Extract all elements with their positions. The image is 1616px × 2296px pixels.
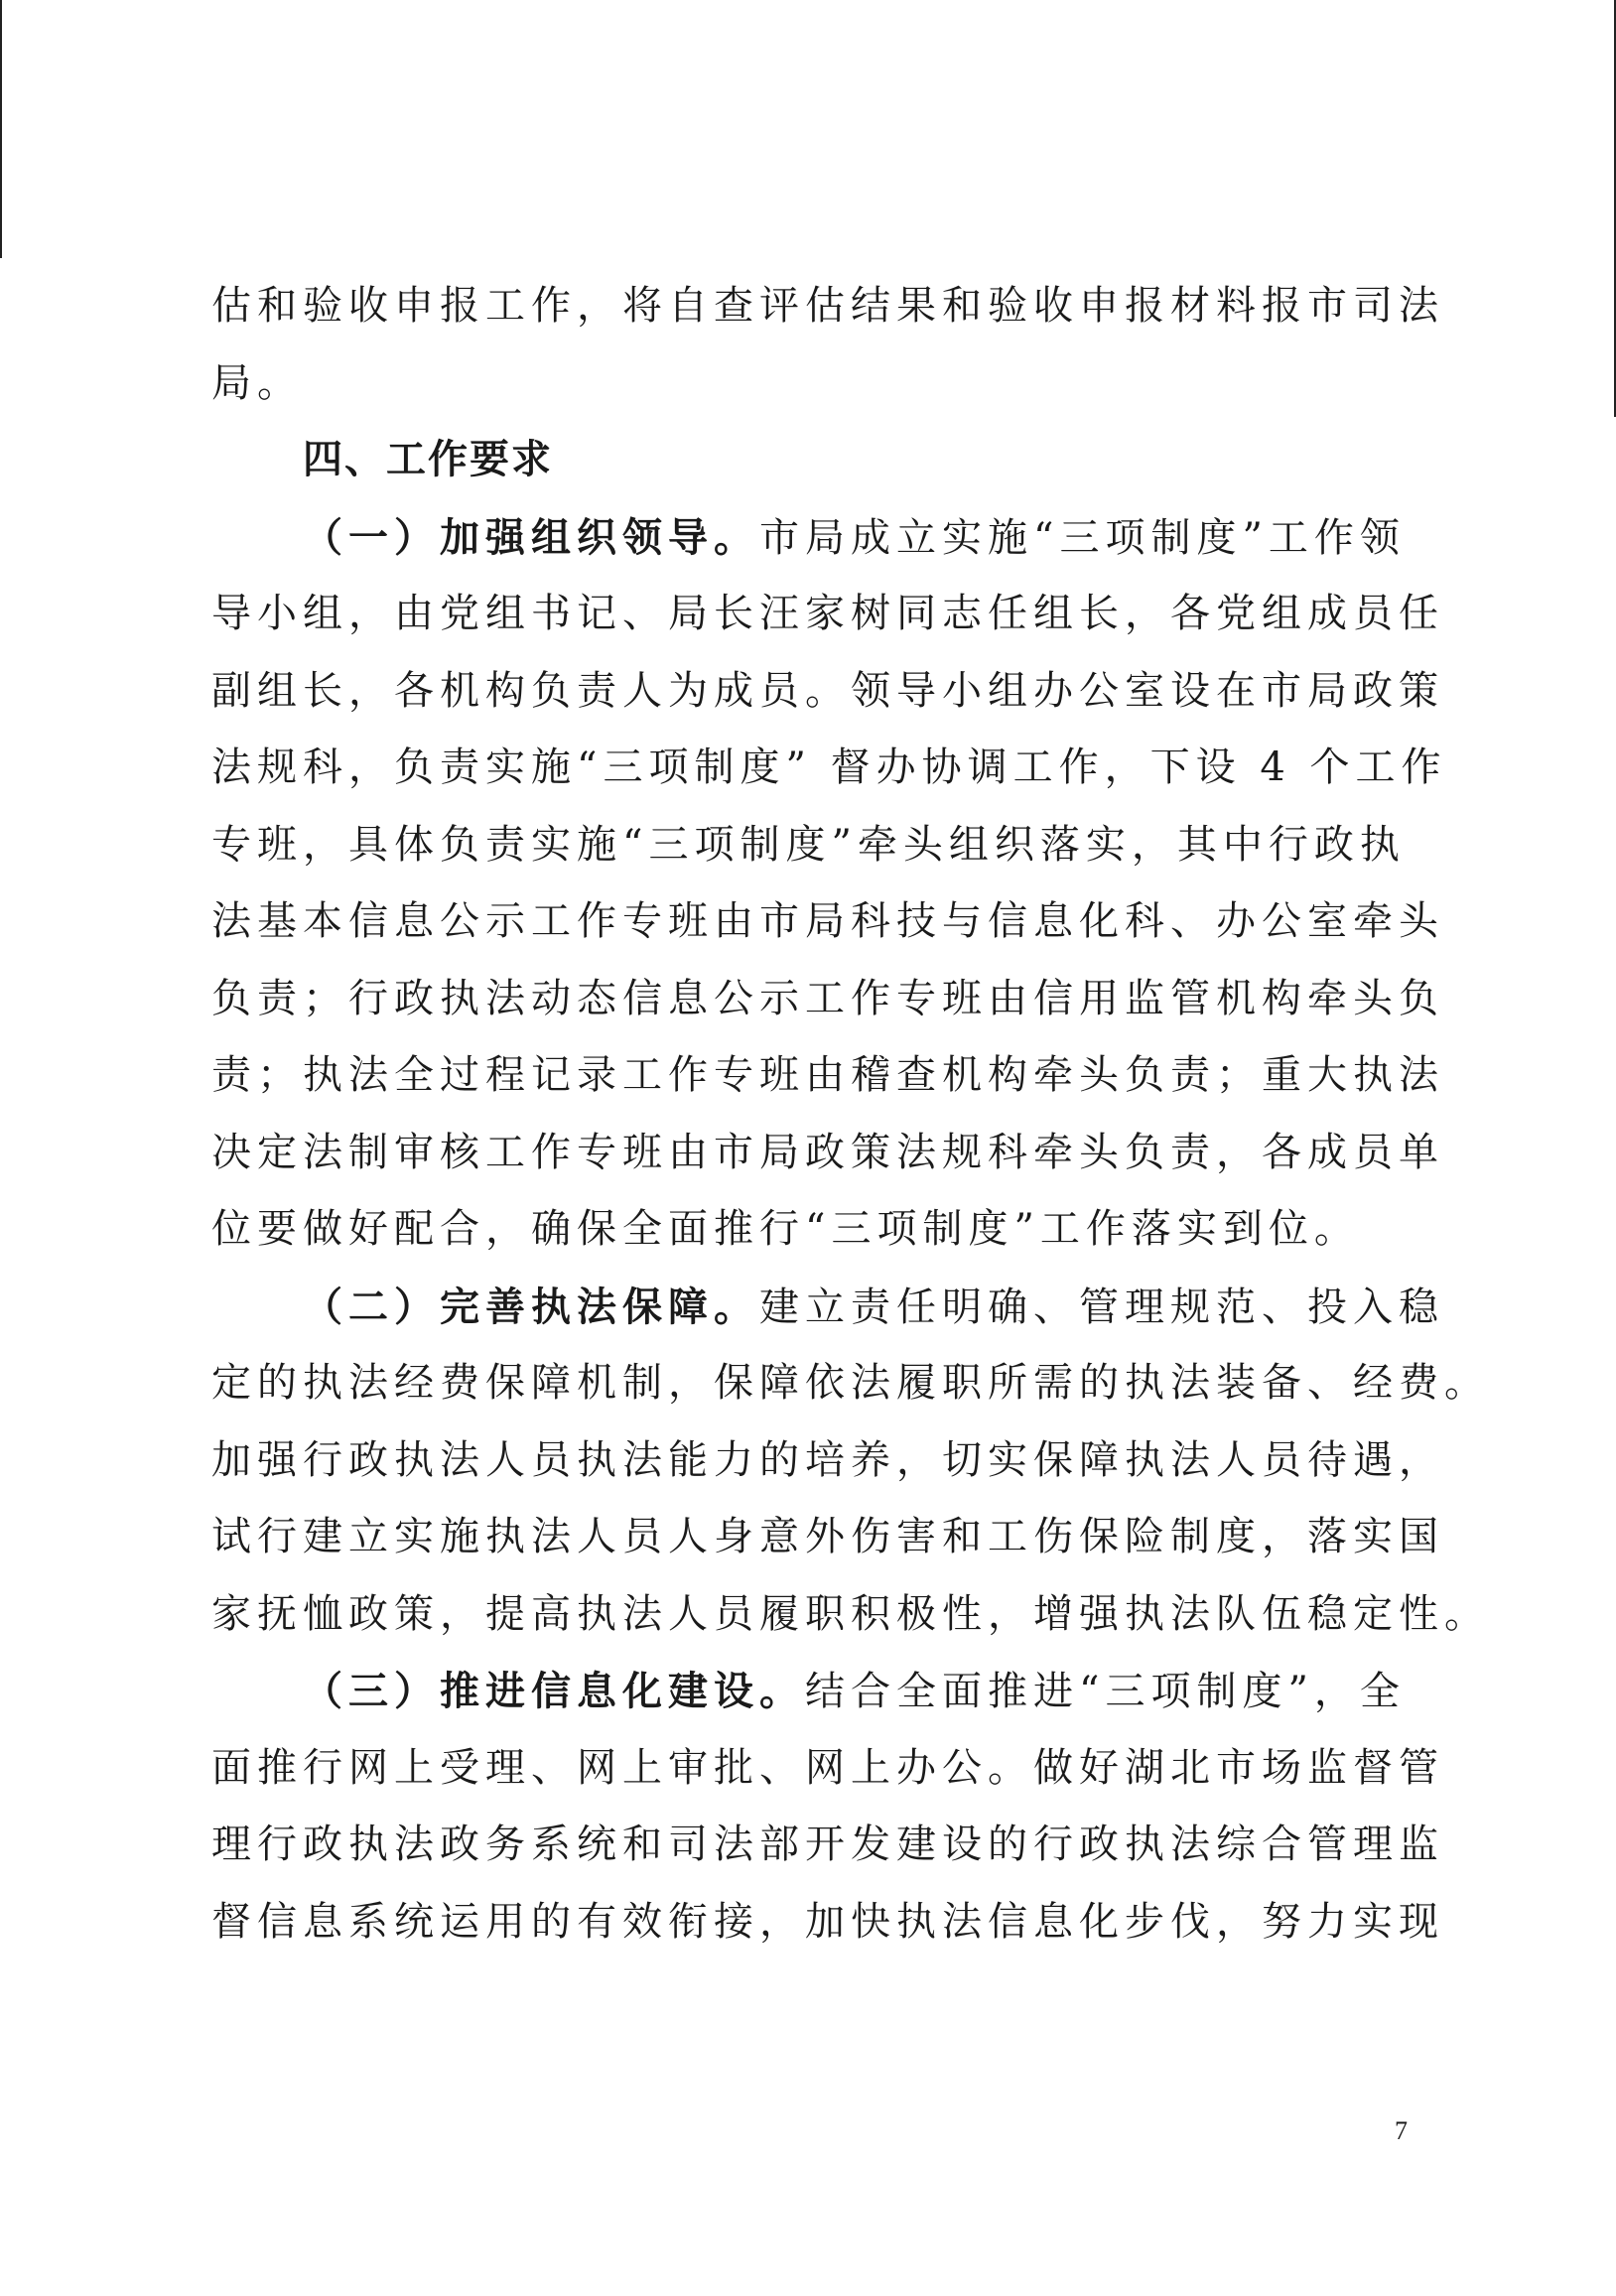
text-segment: 定的执法经费保障机制，保障依法履职所需的执法装备、经费。 (211, 1360, 1490, 1406)
subsection-title: （二）完善执法保障。 (303, 1283, 759, 1330)
section-heading (211, 422, 1422, 499)
text-segment: 理行政执法政务系统和司法部开发建设的行政执法综合管理监 (211, 1822, 1444, 1867)
text-segment: 家抚恤政策，提高执法人员履职积极性，增强执法队伍稳定性。 (211, 1590, 1490, 1637)
text-line (211, 1422, 1444, 1500)
text-segment: 试行建立实施执法人员人身意外伤害和工伤保险制度，落实国 (211, 1514, 1444, 1559)
text-line (211, 499, 1422, 577)
text-segment: 市局成立实施“三项制度”工作领 (759, 514, 1406, 561)
text-line (211, 1730, 1444, 1808)
text-segment: 专班，具体负责实施“三项制度”牵头组织落实，其中行政执 (211, 821, 1406, 868)
text-segment: 法基本信息公示工作专班由市局科技与信息化科、办公室牵头 (211, 898, 1444, 944)
text-line (211, 1499, 1444, 1576)
text-segment: 加强行政执法人员执法能力的培养，切实保障执法人员待遇， (211, 1436, 1444, 1483)
text-segment: 建立责任明确、管理规范、投入稳 (759, 1283, 1444, 1330)
text-segment: 法规科，负责实施“三项制度” 督办协调工作，下设 4 个工作 (211, 744, 1447, 790)
text-line (211, 1345, 1490, 1422)
text-line (211, 730, 1447, 807)
text-segment: 导小组，由党组书记、局长汪家树同志任组长，各党组成员任 (211, 591, 1444, 636)
text-line (211, 268, 1444, 345)
text-line (211, 961, 1444, 1038)
page-number: 7 (1395, 2116, 1408, 2145)
text-segment: 面推行网上受理、网上审批、网上办公。做好湖北市场监督管 (211, 1744, 1444, 1791)
text-segment: 决定法制审核工作专班由市局政策法规科牵头负责，各成员单 (211, 1129, 1444, 1175)
text-line (211, 1269, 1444, 1346)
text-line (211, 883, 1444, 961)
subsection-title: （三）推进信息化建设。 (303, 1668, 805, 1714)
text-line (211, 1037, 1444, 1115)
body-text (211, 268, 1490, 1960)
text-line (211, 576, 1444, 653)
text-segment: 四、工作要求 (303, 437, 553, 482)
text-segment: 结合全面推进“三项制度”，全 (805, 1669, 1406, 1714)
text-line (211, 1653, 1422, 1730)
text-line (211, 345, 1422, 423)
text-line (211, 1884, 1444, 1961)
text-segment: 副组长，各机构负责人为成员。领导小组办公室设在市局政策 (211, 667, 1444, 714)
text-line (211, 1115, 1444, 1192)
text-line (211, 1191, 1422, 1269)
text-segment: 位要做好配合，确保全面推行“三项制度”工作落实到位。 (211, 1206, 1360, 1252)
text-segment: 估和验收申报工作，将自查评估结果和验收申报材料报市司法 (211, 283, 1444, 329)
text-line (211, 1576, 1490, 1654)
text-segment: 责；执法全过程记录工作专班由稽查机构牵头负责；重大执法 (211, 1052, 1444, 1098)
subsection-title: （一）加强组织领导。 (303, 513, 759, 561)
text-segment: 局。 (211, 359, 303, 406)
text-segment: 负责；行政执法动态信息公示工作专班由信用监管机构牵头负 (211, 975, 1444, 1021)
text-segment: 督信息系统运用的有效衔接，加快执法信息化步伐，努力实现 (211, 1898, 1444, 1945)
left-edge-mark (0, 0, 2, 258)
text-line (211, 1807, 1444, 1884)
text-line (211, 653, 1444, 731)
text-line (211, 807, 1422, 884)
